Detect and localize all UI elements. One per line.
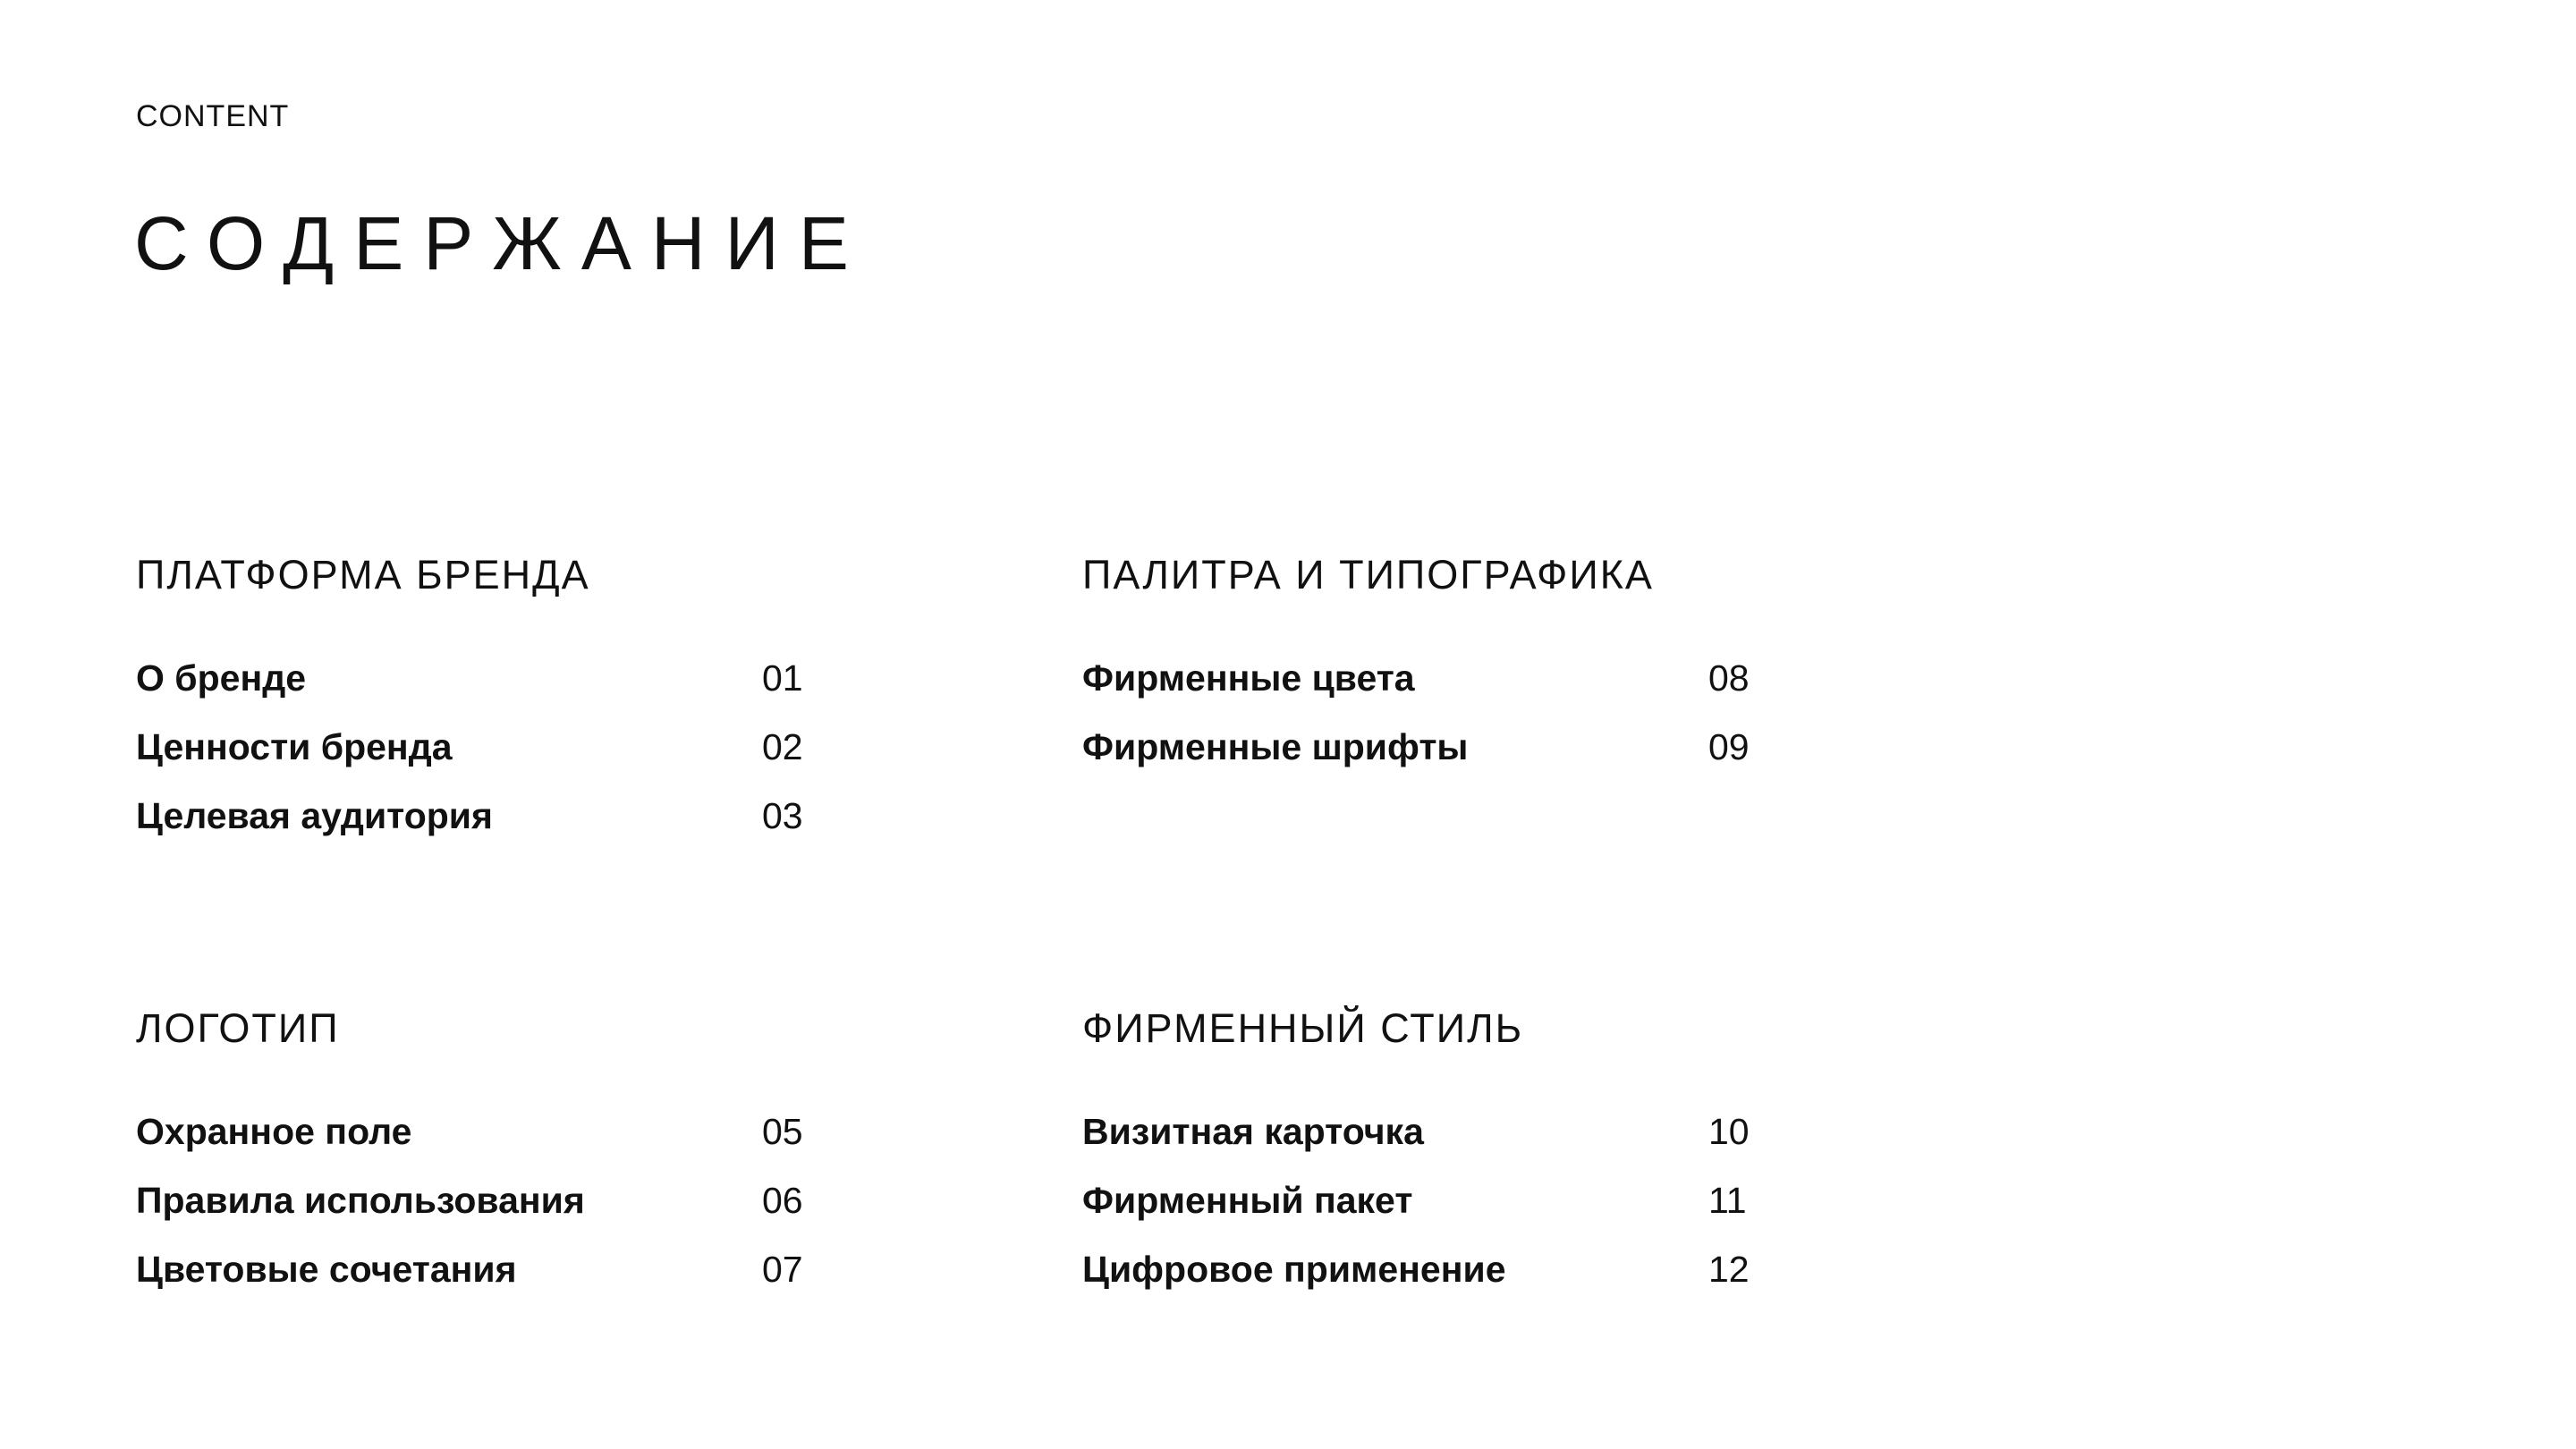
toc-item-label: Цветовые сочетания	[136, 1249, 517, 1290]
toc-item-label: Фирменные шрифты	[1082, 726, 1469, 767]
toc-item-page-number: 02	[762, 726, 803, 767]
toc-item-label: Правила использования	[136, 1180, 585, 1221]
toc-item-label: Визитная карточка	[1082, 1111, 1424, 1152]
toc-item-page-number: 07	[762, 1249, 803, 1290]
toc-item-page-number: 01	[762, 657, 803, 699]
toc-section-brand-platform	[136, 552, 816, 867]
eyebrow-label: CONTENT	[136, 99, 290, 133]
toc-item-page-number: 12	[1708, 1249, 1750, 1290]
toc-item-color-combinations[interactable]	[136, 1251, 816, 1320]
toc-item-brand-fonts[interactable]	[1082, 726, 1762, 798]
toc-list	[136, 657, 816, 867]
toc-item-usage-rules[interactable]	[136, 1182, 816, 1251]
toc-item-label: Фирменный пакет	[1082, 1180, 1413, 1221]
toc-item-label: Целевая аудитория	[136, 795, 493, 836]
toc-item-about-brand[interactable]	[136, 657, 816, 729]
toc-section-corporate-style	[1082, 1005, 1762, 1320]
section-heading: ПЛАТФОРМА БРЕНДА	[136, 552, 590, 597]
toc-section-logo	[136, 1005, 816, 1320]
toc-item-label: Фирменные цвета	[1082, 657, 1415, 699]
toc-item-page-number: 06	[762, 1180, 803, 1221]
toc-item-branded-bag[interactable]	[1082, 1182, 1762, 1251]
toc-item-label: Цифровое применение	[1082, 1249, 1506, 1290]
toc-section-palette-typography	[1082, 552, 1762, 798]
toc-item-label: Охранное поле	[136, 1111, 412, 1152]
toc-item-page-number: 05	[762, 1111, 803, 1152]
toc-item-clear-space[interactable]	[136, 1111, 816, 1182]
section-heading: ПАЛИТРА И ТИПОГРАФИКА	[1082, 552, 1654, 597]
toc-list	[136, 1111, 816, 1320]
toc-item-label: О бренде	[136, 657, 307, 699]
toc-item-page-number: 09	[1708, 726, 1750, 767]
toc-item-page-number: 03	[762, 795, 803, 836]
section-heading: ЛОГОТИП	[136, 1005, 340, 1051]
section-heading: ФИРМЕННЫЙ СТИЛЬ	[1082, 1005, 1524, 1051]
toc-item-target-audience[interactable]	[136, 795, 816, 867]
toc-list	[1082, 1111, 1762, 1320]
toc-item-brand-colors[interactable]	[1082, 657, 1762, 729]
toc-item-page-number: 08	[1708, 657, 1750, 699]
toc-item-brand-values[interactable]	[136, 726, 816, 798]
page-title: СОДЕРЖАНИЕ	[134, 201, 869, 285]
toc-item-business-card[interactable]	[1082, 1111, 1762, 1182]
toc-item-label: Ценности бренда	[136, 726, 453, 767]
toc-item-page-number: 10	[1708, 1111, 1750, 1152]
toc-list	[1082, 657, 1762, 798]
toc-item-digital-application[interactable]	[1082, 1251, 1762, 1320]
toc-item-page-number: 11	[1708, 1180, 1747, 1221]
